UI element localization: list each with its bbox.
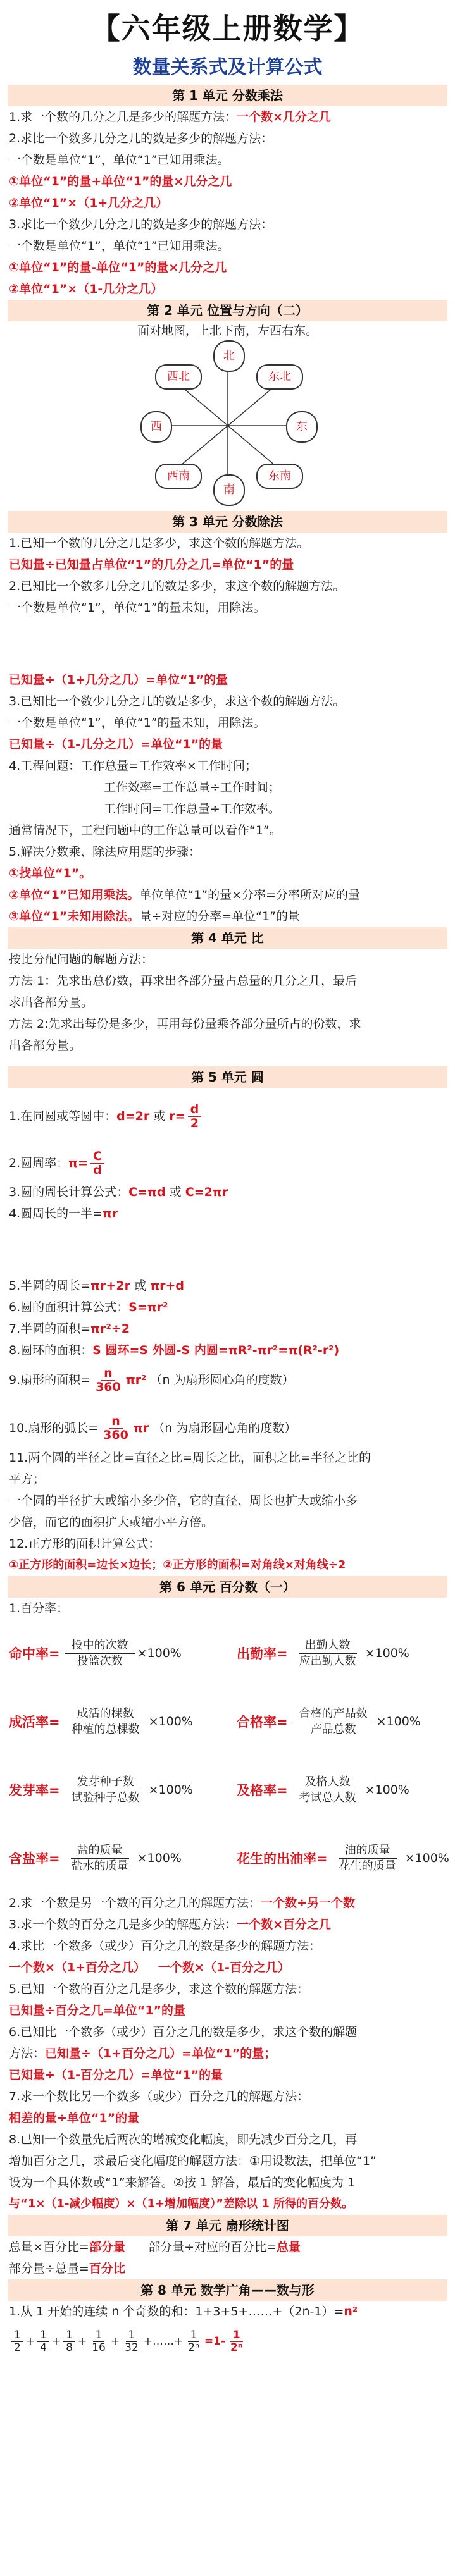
unit3-step2: ②单位“1”已知用乘法。单位单位“1”的量×分率=分率所对应的量 — [9, 888, 360, 902]
unit6-formula10: 已知量÷（1-百分之几）=单位“1”的量 — [9, 2068, 223, 2082]
unit1-line1: 1.求一个数的几分之几是多少的解题方法：一个数×几分之几 — [9, 110, 332, 124]
rate-denominator: 盐水的质量 — [71, 1859, 128, 1873]
direction-northeast: 东北 — [256, 364, 303, 390]
rate-name: 花生的出油率= — [237, 1851, 328, 1866]
unit5-line15: 12.正方形的面积计算公式： — [9, 1537, 161, 1551]
unit3-line9: 4.工程问题：工作总量=工作效率×工作时间； — [9, 759, 257, 773]
direction-northwest: 西北 — [155, 364, 202, 390]
rate-times-100: ×100% — [404, 1851, 449, 1865]
unit3-formula2: 已知量÷（1+几分之几）=单位“1”的量 — [9, 673, 228, 687]
rate-fraction — [65, 1706, 146, 1737]
rate-fraction — [293, 1638, 363, 1669]
unit1-line3: 一个数是单位“1”，单位“1”已知用乘法。 — [9, 153, 230, 167]
unit-2-header: 第 2 单元 位置与方向（二） — [8, 300, 447, 321]
unit6-line9: 方法：已知量÷（1+百分之几）=单位“1”的量； — [9, 2047, 277, 2061]
series-fraction: $\frac{1}{2}$ — [11, 2329, 23, 2353]
unit6-line16: 与“1×（1-减少幅度）×（1+增加幅度）”差除以 1 所得的百分数。 — [9, 2197, 354, 2210]
unit1-line2: 2.求比一个数多几分之几的数是多少的解题方法： — [9, 132, 273, 145]
unit3-step3: ③单位“1”未知用除法。量÷对应的分率=单位“1”的量 — [9, 909, 300, 923]
rate-numerator: 发芽种子数 — [71, 1775, 140, 1790]
rate-times-100: ×100% — [137, 1646, 182, 1660]
rate-times-100: ×100% — [148, 1783, 193, 1797]
unit5-line3: 3.圆的周长计算公式：C=πd 或 C=2πr — [9, 1185, 228, 1199]
unit6-line14: 增加百分之几，求最后变化幅度的解题方法：①用设数法，把单位“1” — [9, 2154, 377, 2168]
rate-times-100: ×100% — [148, 1715, 193, 1729]
rate-name: 及格率= — [237, 1783, 288, 1798]
direction-east: 东 — [286, 411, 318, 443]
unit4-line5: 出各部分量。 — [9, 1038, 82, 1052]
unit6-formula12: 相差的量÷单位“1”的量 — [9, 2111, 140, 2125]
rate-numerator: 合格的产品数 — [293, 1706, 374, 1722]
rate-denominator: 投篮次数 — [77, 1654, 123, 1668]
rate-denominator: 花生的质量 — [339, 1859, 396, 1873]
rate-name: 合格率= — [237, 1715, 288, 1730]
rate-formula — [9, 1687, 237, 1756]
unit-7-header: 第 7 单元 扇形统计图 — [8, 2215, 447, 2236]
rate-denominator: 产品总数 — [310, 1722, 356, 1736]
unit-1-header: 第 1 单元 分数乘法 — [8, 85, 447, 106]
unit8-line1: 1.从 1 开始的连续 n 个奇数的和：1+3+5+……+（2n-1）=n² — [9, 2305, 358, 2319]
unit3-step1: ①找单位“1”。 — [9, 866, 92, 880]
rate-formula — [237, 1619, 455, 1687]
unit5-line1: 1.在同圆或等圆中：d=2r 或 r= $\frac{d}{2}$ — [0, 1098, 455, 1135]
series-fraction: $\frac{1}{8}$ — [63, 2329, 75, 2353]
unit-6-header: 第 6 单元 百分数（一） — [8, 1576, 447, 1598]
rate-formula — [9, 1756, 237, 1824]
rate-name: 成活率= — [9, 1715, 60, 1730]
unit-5-header: 第 5 单元 圆 — [8, 1066, 447, 1088]
rate-formula — [237, 1687, 455, 1756]
unit6-line11: 7.求一个数比另一个数多（或少）百分之几的解题方法： — [9, 2090, 309, 2104]
rate-times-100: ×100% — [365, 1646, 409, 1660]
main-title: 【六年级上册数学】 — [90, 11, 365, 46]
unit3-line12: 通常情况下，工程问题中的工作总量可以看作“1”。 — [9, 823, 282, 837]
rate-numerator: 投中的次数 — [65, 1638, 135, 1654]
unit6-line2: 2.求一个数是另一个数的百分之几的解题方法：一个数÷另一个数 — [9, 1896, 356, 1910]
direction-south: 南 — [213, 474, 245, 506]
unit6-line3: 3.求一个数的百分之几是多少的解题方法：一个数×百分之几 — [9, 1918, 332, 1932]
unit3-line3: 2.已知比一个数多几分之几的数是多少，求这个数的解题方法。 — [9, 579, 346, 593]
unit1-formula1: ①单位“1”的量+单位“1”的量×几分之几 — [9, 175, 232, 188]
series-fraction: $\frac{1}{4}$ — [37, 2329, 49, 2353]
rate-formula — [9, 1824, 237, 1892]
unit5-line9: 9.扇形的面积= $\frac{n}{360}$ πr² （n 为扇形圆心角的度数） — [9, 1366, 294, 1394]
rate-times-100: ×100% — [376, 1715, 421, 1729]
unit6-line13: 8.已知一个数量先后两次的增减变化幅度，即先减少百分之几，再 — [9, 2133, 358, 2147]
unit1-formula4: ②单位“1”×（1-几分之几） — [9, 282, 163, 296]
series-fraction: $\frac{1}{\text{2ⁿ}}$ — [188, 2328, 199, 2354]
rate-times-100: ×100% — [365, 1783, 409, 1797]
rate-numerator: 成活的棵数 — [71, 1706, 140, 1722]
unit5-line10: 10.扇形的弧长= $\frac{n}{360}$ πr （n 为扇形圆心角的度数） — [9, 1414, 297, 1442]
direction-southeast: 东南 — [256, 464, 303, 489]
rate-denominator: 试验种子总数 — [71, 1790, 140, 1804]
rate-fraction — [293, 1706, 374, 1737]
sub-title: 数量关系式及计算公式 — [132, 56, 323, 78]
rate-name: 含盐率= — [9, 1851, 60, 1866]
unit3-line4: 一个数是单位“1”，单位“1”的量未知，用除法。 — [9, 601, 266, 615]
direction-west: 西 — [140, 411, 172, 443]
unit6-formula7: 已知量÷百分之几=单位“1”的量 — [9, 2004, 186, 2018]
rate-formulas — [0, 1619, 455, 1892]
direction-north: 北 — [213, 340, 245, 372]
unit4-line4: 方法 2:先求出每份是多少，再用每份量乘各部分量所占的份数，求 — [9, 1017, 361, 1031]
unit1-line7: 一个数是单位“1”，单位“1”已知用乘法。 — [9, 239, 230, 253]
unit3-formula3: 已知量÷（1-几分之几）=单位“1”的量 — [9, 737, 223, 751]
unit1-line6: 3.求比一个数少几分之几的数是多少的解题方法： — [9, 218, 273, 231]
unit5-line2: 2.圆周率：π= $\frac{C}{d}$ — [0, 1145, 455, 1181]
unit5-line12: 平方； — [9, 1472, 46, 1486]
direction-southwest: 西南 — [155, 464, 202, 489]
unit5-line14: 少倍，而它的面积扩大或缩小平方倍。 — [9, 1515, 214, 1529]
rate-fraction — [65, 1843, 135, 1874]
unit6-line6: 5.已知一个数的百分之几是多少，求这个数的解题方法： — [9, 1982, 309, 1996]
rate-formula — [9, 1619, 237, 1687]
unit3-line7: 一个数是单位“1”，单位“1”的量未知，用除法。 — [9, 716, 266, 730]
unit5-line6: 6.圆的面积计算公式：S=πr² — [9, 1300, 168, 1314]
unit4-line2: 方法 1：先求出总份数，再求出各部分量占总量的几分之几，最后 — [9, 974, 358, 988]
rate-formula — [237, 1824, 455, 1892]
unit5-line11: 11.两个圆的半径之比=直径之比=周长之比，面积之比=半径之比的 — [9, 1451, 371, 1465]
unit3-line1: 1.已知一个数的几分之几是多少，求这个数的解题方法。 — [9, 536, 309, 550]
unit4-line1: 按比分配问题的解题方法： — [9, 952, 154, 966]
unit7-line1: 总量×百分比=部分量 部分量÷对应的百分比=总量 — [9, 2240, 301, 2254]
unit3-line10: 工作效率=工作总量÷工作时间； — [104, 780, 280, 794]
rate-name: 出勤率= — [237, 1646, 288, 1661]
unit6-line4: 4.求比一个数多（或少）百分之几的数是多少的解题方法： — [9, 1939, 321, 1953]
unit5-line13: 一个圆的半径扩大或缩小多少倍，它的直径、周长也扩大或缩小多 — [9, 1494, 358, 1508]
unit5-line4: 4.圆周长的一半=πr — [9, 1207, 118, 1221]
rate-fraction — [293, 1775, 363, 1806]
unit6-line8: 6.已知比一个数多（或少）百分之几的数是多少，求这个数的解题 — [9, 2025, 358, 2039]
unit6-line15: 设为一个具体数或“1”来解答。②按 1 解答，最后的变化幅度为 1 — [9, 2176, 356, 2190]
unit3-line11: 工作时间=工作总量÷工作效率。 — [104, 802, 280, 816]
compass-caption: 面对地图，上北下南，左西右东。 — [137, 324, 318, 338]
unit3-formula1: 已知量÷已知量占单位“1”的几分之几=单位“1”的量 — [9, 558, 294, 572]
rate-numerator: 及格人数 — [299, 1775, 357, 1790]
unit5-square-formulas: ①正方形的面积=边长×边长；②正方形的面积=对角线×对角线÷2 — [9, 1558, 346, 1572]
rate-denominator: 种植的总棵数 — [71, 1722, 140, 1736]
rate-formula — [237, 1756, 455, 1824]
unit5-line8: 8.圆环的面积：S 圆环=S 外圆-S 内圆=πR²-πr²=π(R²-r²) — [9, 1343, 340, 1357]
unit4-line3: 求出各部分量。 — [9, 995, 94, 1009]
compass-diagram — [0, 321, 455, 511]
rate-name: 命中率= — [9, 1646, 60, 1661]
unit1-formula2: ②单位“1”×（1+几分之几） — [9, 196, 168, 210]
rate-times-100: ×100% — [137, 1851, 182, 1865]
series-fraction: $\frac{1}{16}$ — [92, 2328, 106, 2354]
unit8-series: $\frac{1}{2}$ + $\frac{1}{4}$ + $\frac{1}{8}$ + $\frac{1}{16}$ + $\frac{1}{32}$ +……+ $\frac{1}{\text{2ⁿ}}$ =1- $\frac{1}{\text{2ⁿ}}$ — [0, 2322, 455, 2360]
unit5-line7: 7.半圆的面积=πr²÷2 — [9, 1322, 130, 1336]
rate-numerator: 盐的质量 — [71, 1843, 129, 1859]
unit5-line5: 5.半圆的周长=πr+2r 或 πr+d — [9, 1279, 185, 1293]
rate-name: 发芽率= — [9, 1783, 60, 1798]
unit6-line1: 1.百分率： — [9, 1601, 69, 1615]
rate-fraction — [65, 1638, 135, 1669]
rate-fraction — [65, 1775, 146, 1806]
unit-3-header: 第 3 单元 分数除法 — [8, 511, 447, 533]
rate-numerator: 出勤人数 — [299, 1638, 357, 1654]
series-fraction: $\frac{1}{\text{2ⁿ}}$ — [230, 2328, 243, 2354]
unit1-formula3: ①单位“1”的量-单位“1”的量×几分之几 — [9, 261, 227, 274]
rate-denominator: 应出勤人数 — [299, 1654, 356, 1668]
rate-numerator: 油的质量 — [339, 1843, 397, 1859]
unit3-line13: 5.解决分数乘、除法应用题的步骤： — [9, 845, 201, 859]
unit7-line2: 部分量÷总量=百分比 — [9, 2262, 125, 2276]
rate-fraction — [333, 1843, 402, 1874]
rate-denominator: 考试总人数 — [299, 1790, 356, 1804]
unit6-formula-more-less: 一个数×（1+百分之几） 一个数×（1-百分之几） — [9, 1961, 290, 1975]
series-fraction: $\frac{1}{32}$ — [125, 2328, 139, 2354]
unit-4-header: 第 4 单元 比 — [8, 927, 447, 949]
unit-8-header: 第 8 单元 数学广角——数与形 — [8, 2279, 447, 2301]
unit3-line6: 3.已知比一个数少几分之几的数是多少，求这个数的解题方法。 — [9, 694, 346, 708]
